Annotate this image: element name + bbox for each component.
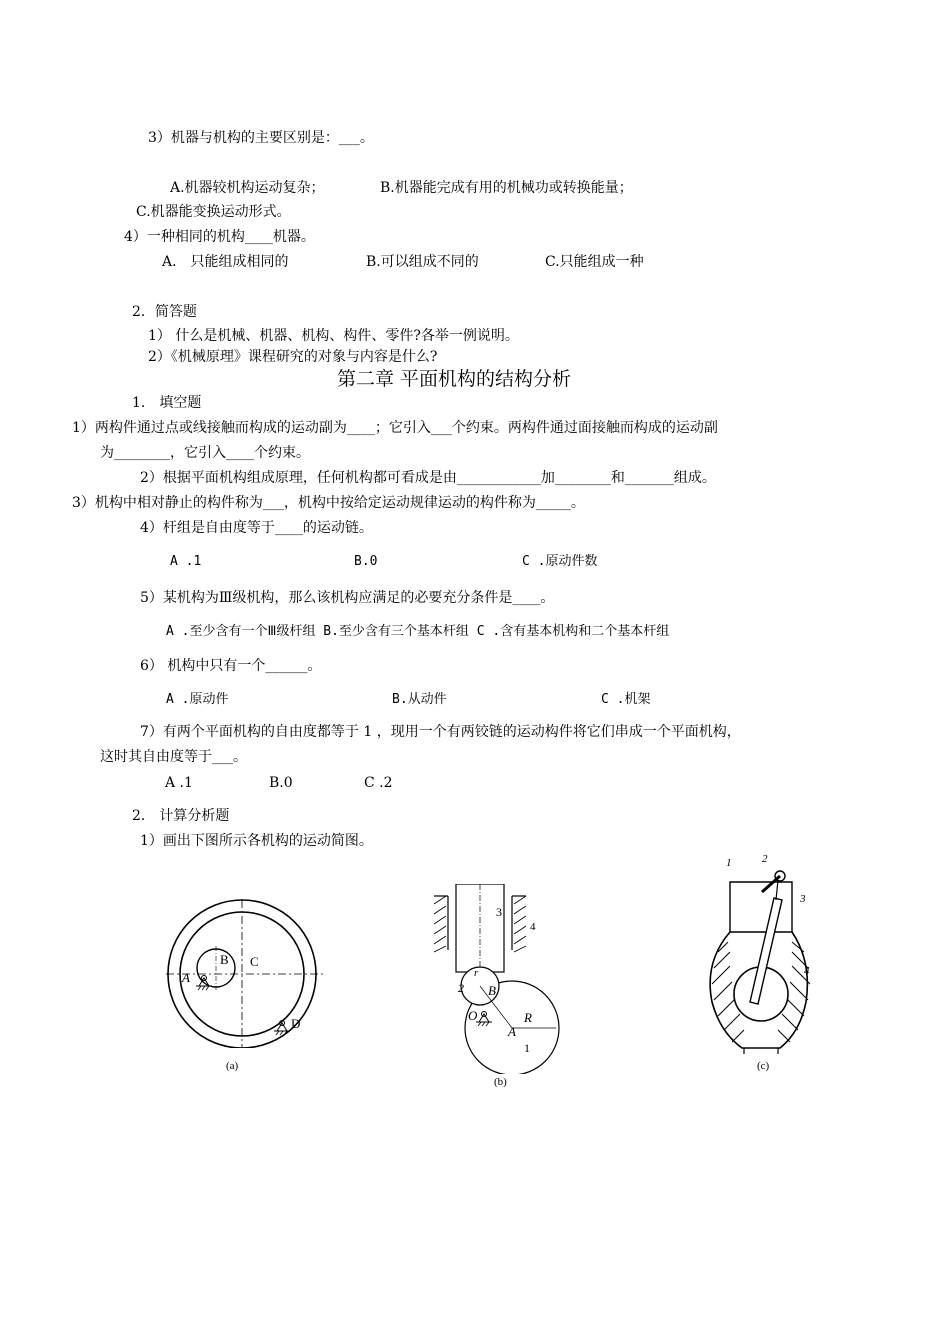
question-3-option-b: B.机器能完成有用的机械功或转换能量；	[380, 180, 633, 196]
fig-a-label-b: B	[220, 952, 229, 967]
fig-b-label-r: r	[474, 967, 479, 979]
calc-q1: 1）画出下图所示各机构的运动简图。	[140, 833, 373, 849]
fill-q7-option-c: C .2	[364, 775, 393, 791]
fill-q5-stem: 5）某机构为Ⅲ级机构，那么该机构应满足的必要充分条件是____。	[140, 590, 555, 606]
fill-q4-option-b: B.0	[354, 554, 378, 569]
fill-q6-option-c: C .机架	[601, 692, 651, 707]
figure-b-diagram	[428, 884, 568, 1074]
fill-q4-option-a: A .1	[170, 554, 202, 569]
fill-q6-stem: 6） 机构中只有一个______。	[140, 658, 322, 674]
question-3-stem: 3）机器与机构的主要区别是：___。	[148, 130, 374, 146]
figure-c-caption: (c)	[757, 1060, 770, 1072]
fig-b-label-b: B	[488, 983, 496, 998]
fill-q6-option-b: B.从动件	[392, 692, 447, 707]
figure-c-diagram	[700, 852, 820, 1057]
fig-b-label-o: O	[468, 1008, 478, 1023]
short-answer-heading: 2．简答题	[132, 304, 197, 320]
fig-c-label-3: 3	[800, 893, 806, 905]
fig-a-label-a: A	[182, 970, 190, 985]
fig-b-label-3: 3	[496, 905, 502, 919]
fill-q7-option-a: A .1	[165, 775, 193, 791]
fill-q2: 2）根据平面机构组成原理，任何机构都可看成是由____________加________和_______组成。	[140, 470, 716, 486]
question-4-option-c: C.只能组成一种	[545, 254, 644, 270]
question-3-option-c: C.机器能变换运动形式。	[136, 204, 291, 220]
calc-heading: 2． 计算分析题	[132, 808, 230, 824]
fill-q1-line2: 为________，它引入____个约束。	[100, 445, 310, 461]
fig-b-label-r-upper: R	[524, 1010, 532, 1025]
question-4-option-b: B.可以组成不同的	[366, 254, 479, 270]
fill-q7-line1: 7）有两个平面机构的自由度都等于 1 ，现用一个有两铰链的运动构件将它们串成一个平面机构，	[140, 724, 741, 740]
chapter-title: 第二章 平面机构的结构分析	[337, 368, 572, 390]
fill-q3: 3）机构中相对静止的构件称为___，机构中按给定运动规律运动的构件称为_____。	[72, 495, 585, 511]
fill-q1-line1: 1）两构件通过点或线接触而构成的运动副为____；它引入___个约束。两构件通过面接触而构成的运动副	[72, 420, 718, 436]
fig-a-label-d: D	[291, 1016, 301, 1031]
figure-a-diagram	[158, 898, 338, 1048]
fill-q4-stem: 4）杆组是自由度等于____的运动链。	[140, 520, 373, 536]
short-answer-q1: 1） 什么是机械、机器、机构、构件、零件?各举一例说明。	[148, 328, 519, 344]
fig-c-label-4: 4	[804, 965, 810, 977]
fill-q4-option-c: C .原动件数	[522, 554, 598, 569]
fill-q6-option-a: A .原动件	[166, 692, 229, 707]
fill-q5-options: A .至少含有一个Ⅲ级杆组 B.至少含有三个基本杆组 C .含有基本机构和二个基本杆组	[166, 624, 670, 639]
figure-b-caption: (b)	[494, 1076, 507, 1088]
fig-c-label-1: 1	[726, 857, 732, 869]
question-3-option-a: A.机器较机构运动复杂；	[170, 180, 325, 196]
fig-b-label-4: 4	[530, 921, 536, 933]
fill-q7-option-b: B.0	[269, 775, 293, 791]
fill-q7-line2: 这时其自由度等于___。	[100, 749, 247, 765]
question-4-stem: 4）一种相同的机构____机器。	[124, 229, 315, 245]
fig-b-label-1: 1	[524, 1041, 530, 1055]
fig-c-label-2: 2	[762, 853, 768, 865]
short-answer-q2: 2）《机械原理》课程研究的对象与内容是什么?	[148, 349, 438, 365]
figure-a-caption: (a)	[226, 1060, 239, 1072]
fill-in-heading: 1． 填空题	[132, 395, 202, 411]
fig-b-label-a: A	[508, 1024, 516, 1039]
fig-a-label-c: C	[250, 954, 259, 969]
fig-b-label-2: 2	[458, 981, 464, 995]
question-4-option-a: A． 只能组成相同的	[162, 254, 289, 270]
